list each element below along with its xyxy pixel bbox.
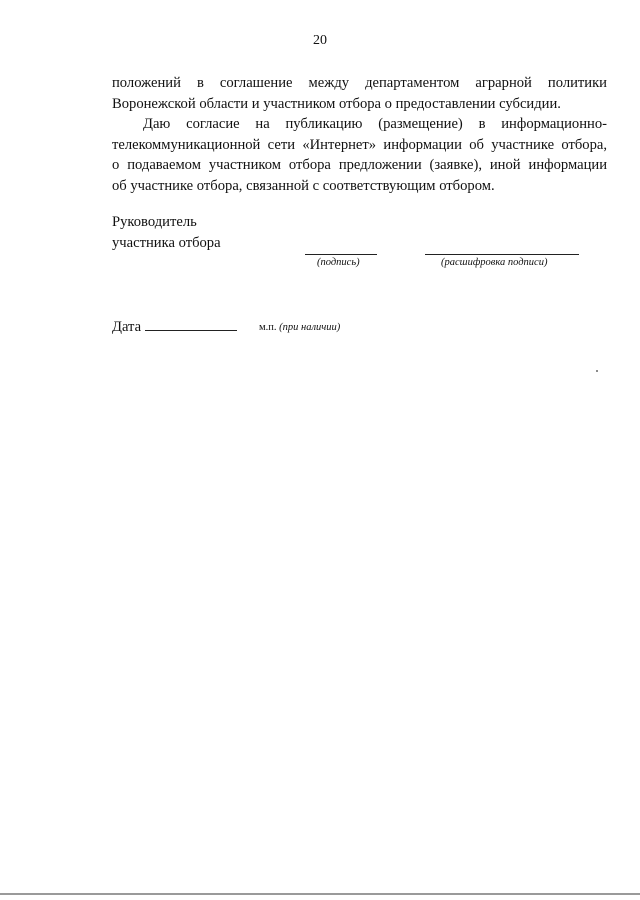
stamp-optional-note: (при наличии) [279,322,341,333]
signatory-title-line2: участника отбора [112,234,221,251]
page-bottom-edge [0,893,640,895]
page-number: 20 [313,33,327,48]
paragraph2-line1: Даю согласие на публикацию (размещение) в информационно- [143,116,607,132]
scan-speck [596,370,598,372]
paragraph1-line1: положений в соглашение между департаментом аграрной политики [112,75,607,91]
paragraph2-line4: об участнике отбора, связанной с соответствующим отбором. [112,177,495,194]
paragraph2-line2: телекоммуникационной сети «Интернет» информации об участнике отбора, [112,136,607,153]
consent-text [112,73,607,196]
signature-caption: (подпись) [317,257,360,268]
signature-decoding-caption: (расшифровка подписи) [441,257,548,268]
stamp-label: м.п. [259,322,277,333]
signatory-title [112,212,221,253]
signature-line [305,254,377,255]
date-row [112,318,237,336]
signatory-title-line1: Руководитель [112,214,197,230]
paragraph2-line3: о подаваемом участником отбора предложении (заявке), иной информации [112,157,607,173]
signature-decoding-line [425,254,579,255]
date-label: Дата [112,319,142,335]
date-line [145,318,237,331]
paragraph1-line2: Воронежской области и участником отбора о предоставлении субсидии. [112,95,561,112]
stamp-note [259,322,340,333]
